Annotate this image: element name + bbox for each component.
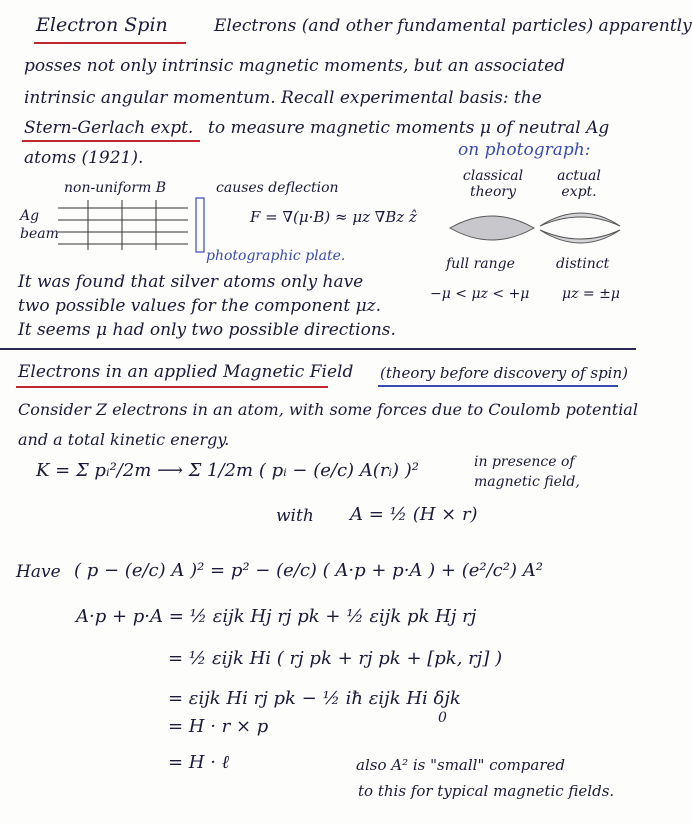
stern-gerlach-label: Stern-Gerlach expt. bbox=[24, 118, 194, 138]
distinct-expression: μz = ±μ bbox=[562, 286, 620, 302]
vector-potential-definition: A = ½ (H × r) bbox=[350, 504, 478, 525]
full-range-label: full range bbox=[446, 256, 515, 272]
photo-plate bbox=[196, 198, 204, 252]
magnetic-field-label: magnetic field, bbox=[474, 474, 580, 490]
full-range-expression: −μ < μz < +μ bbox=[430, 286, 530, 302]
also-note-line-1: also A² is "small" compared bbox=[356, 756, 565, 774]
heading-2-underline bbox=[16, 386, 328, 388]
finding-line-1: It was found that silver atoms only have bbox=[18, 272, 364, 292]
heading-applied-field: Electrons in an applied Magnetic Field bbox=[18, 362, 354, 382]
intro-line-1: Electrons (and other fundamental particles) apparently bbox=[214, 16, 692, 36]
zero-annotation: 0 bbox=[438, 710, 447, 726]
finding-line-3: It seems μ had only two possible directions. bbox=[18, 320, 396, 340]
presence-label: in presence of bbox=[474, 454, 575, 470]
derivation-row-2: = ½ εijk Hi ( rj pk + rj pk + [pk, rj] ) bbox=[168, 648, 503, 669]
photo-patterns bbox=[444, 206, 624, 250]
ag-label: Ag bbox=[20, 208, 40, 224]
also-note-line-2: to this for typical magnetic fields. bbox=[358, 782, 615, 800]
classical-theory-label: classical theory bbox=[462, 168, 524, 200]
stern-gerlach-underline bbox=[22, 140, 200, 142]
consider-line-2: and a total kinetic energy. bbox=[18, 430, 230, 449]
with-label: with bbox=[276, 506, 314, 526]
nonuniform-b-label: non-uniform B bbox=[64, 180, 167, 196]
distinct-label: distinct bbox=[556, 256, 610, 272]
derivation-row-4: = H · r × p bbox=[168, 716, 269, 737]
finding-line-2: two possible values for the component μz. bbox=[18, 296, 382, 316]
actual-expt-label: actual expt. bbox=[557, 168, 601, 200]
force-equation: F = ∇(μ·B) ≈ μz ∇Bz ẑ bbox=[250, 208, 417, 226]
beam-label: beam bbox=[20, 226, 59, 242]
derivation-row-5: = H · ℓ bbox=[168, 752, 230, 773]
intro-line-3: intrinsic angular momentum. Recall experimental basis: the bbox=[24, 88, 542, 108]
causes-deflection-label: causes deflection bbox=[216, 180, 339, 196]
derivation-row-3: = εijk Hi rj pk − ½ iħ εijk Hi δjk bbox=[168, 688, 461, 709]
expansion-equation: ( p − (e/c) A )² = p² − (e/c) ( A·p + p·A ) + (e²/c²) A² bbox=[74, 560, 543, 581]
heading-underline bbox=[34, 42, 186, 44]
heading-electron-spin: Electron Spin bbox=[36, 14, 168, 36]
section-divider bbox=[0, 348, 636, 350]
apparatus-diagram bbox=[58, 196, 218, 256]
theory-note-underline bbox=[378, 385, 618, 387]
kinetic-energy-equation: K = Σ pᵢ²/2m ⟶ Σ 1/2m ( pᵢ − (e/c) A(rᵢ) )² bbox=[36, 460, 420, 481]
classical-pattern bbox=[450, 216, 534, 240]
intro-line-2: posses not only intrinsic magnetic moments, but an associated bbox=[24, 56, 566, 76]
actual-pattern bbox=[540, 213, 620, 226]
photo-heading: on photograph: bbox=[458, 140, 591, 160]
theory-note: (theory before discovery of spin) bbox=[380, 364, 628, 382]
photographic-plate-label: photographic plate. bbox=[206, 248, 346, 264]
intro-line-4: to measure magnetic moments μ of neutral Ag bbox=[208, 118, 610, 138]
consider-line-1: Consider Z electrons in an atom, with some forces due to Coulomb potential bbox=[18, 400, 638, 419]
intro-line-5: atoms (1921). bbox=[24, 148, 144, 168]
derivation-row-1: A·p + p·A = ½ εijk Hj rj pk + ½ εijk pk Hj rj bbox=[76, 606, 477, 627]
have-label: Have bbox=[16, 562, 61, 582]
